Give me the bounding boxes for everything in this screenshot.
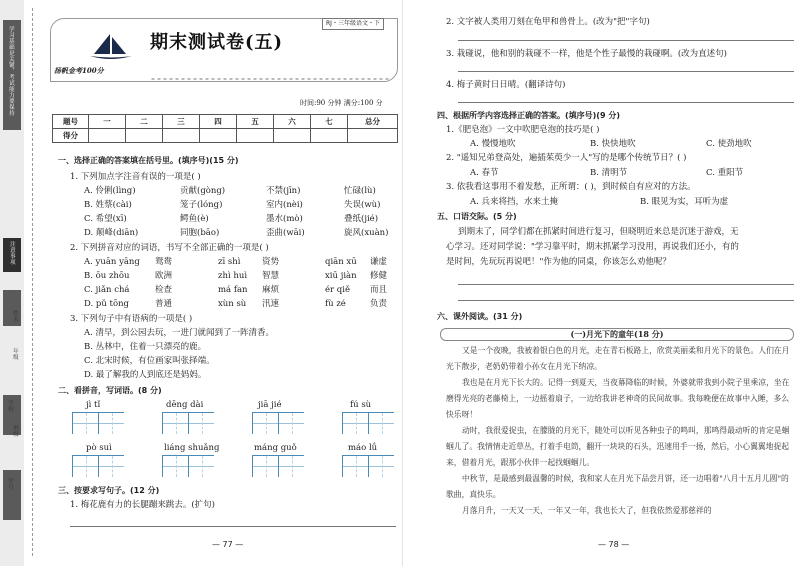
answer-line[interactable]	[458, 71, 794, 72]
score-cell[interactable]	[274, 129, 311, 143]
option-text: 资势	[262, 257, 280, 267]
story-paragraph: 月落月升，一天又一天，一年又一年，我也长大了，但我依然爱那慈祥的	[462, 506, 712, 515]
story-paragraph: 中秋节，是最感到最温馨的时候，我和家人在月光下品尝月饼，还一边唱着"八月十五月儿圆"的歌曲，真快乐。	[446, 474, 789, 499]
score-cell[interactable]	[200, 129, 237, 143]
field-class: 班级	[11, 425, 18, 437]
title-dotline	[150, 78, 390, 80]
option-text: 笼子(lóng)	[180, 200, 223, 210]
story-paragraph: 又是一个夜晚，我被着银白色的月光，走在青石板路上，欣赏美丽柔和月光下的景色。人们在月光下散步，老奶奶带着小孙女在月光下纳凉。	[446, 346, 790, 371]
option-text: 旋风(xuàn)	[344, 228, 389, 238]
option-text: D. pǔ tōng	[84, 299, 129, 309]
write-box[interactable]	[162, 455, 214, 477]
answer-line[interactable]	[458, 284, 794, 285]
option-text: 贡献(gòng)	[180, 186, 226, 196]
option-text: 麻烦	[262, 285, 280, 295]
pinyin-label: jì tǐ	[86, 400, 101, 410]
option-text: 室内(nèi)	[266, 200, 303, 210]
page-number-left: — 77 —	[212, 540, 244, 549]
pinyin-label: máo lǘ	[348, 443, 378, 453]
paragraph-line: 是时间，先玩玩再说吧！"作为他的同桌，你该怎么劝他呢？	[446, 257, 671, 267]
score-header: 总分	[348, 115, 398, 129]
option-text: B. 丛林中，住着一只漂亮的鹿。	[84, 342, 207, 352]
page-number-right: — 78 —	[598, 540, 630, 549]
option-text: qiān xū	[325, 257, 357, 267]
option-text: 同胞(bāo)	[180, 228, 220, 238]
story-paragraph: 我也是在月光下长大的。记得一到夏天，当夜幕降临的时候，外婆就带我到小院子里乘凉，坐在磨得光亮的老藤椅上，一边摇着扇子，一边给我讲老神奇的民间故事。我每晚便在故事中入睡，多么快乐呀！	[446, 378, 790, 419]
section-5-title: 五、口语交际。(5 分)	[437, 212, 517, 221]
answer-line[interactable]	[70, 526, 396, 527]
page-title: 期末测试卷(五)	[150, 32, 284, 53]
score-header: 三	[163, 115, 200, 129]
sidebar-box-label: 注意事项	[8, 241, 15, 265]
option-text: 汛速	[262, 299, 280, 309]
option-text: zī shì	[218, 257, 241, 267]
option-text: 而且	[370, 285, 388, 295]
option-text: 修健	[370, 271, 388, 281]
option-text: C. jiǎn chá	[84, 285, 130, 295]
question-4-3: 3. 依我看这事用不着发愁，正所谓：( )，到时候自有应对的方法。	[446, 182, 696, 192]
pinyin-label: jiā jié	[258, 400, 282, 410]
score-cell[interactable]	[311, 129, 348, 143]
story-paragraph: 动时，我很爱捉虫，在朦胧的月光下，随处可以听见各种虫子的鸣叫，那鸣得最动听的肯定是蝈蝈儿了。我情情走近草丛，打着手电筒，翻开一块块的石头，迅速用手一扬，然后，小心翼翼地捉起来，借着月光，跟那小伙伴一起找蝈蝈儿。	[446, 426, 790, 467]
write-box[interactable]	[252, 455, 304, 477]
option-text: A. yuān yāng	[84, 257, 140, 267]
option-text: 鳄鱼(è)	[180, 214, 209, 224]
time-score: 时间:90 分钟 满分:100 分	[300, 99, 383, 107]
question-1-1: 1. 下列加点字注音有误的一项是( )	[70, 172, 201, 182]
sidebar-notice: 学习基础是关键，考试能力要保持	[7, 26, 14, 116]
write-box[interactable]	[342, 412, 394, 434]
option-text: 普通	[155, 299, 173, 309]
score-cell[interactable]	[126, 129, 163, 143]
score-table	[52, 114, 398, 143]
option-text: A. 慢慢地吹	[470, 139, 516, 149]
option-text: 鸳鸯	[155, 257, 173, 267]
option-text: zhì huì	[218, 271, 248, 281]
option-text: B. ōu zhōu	[84, 271, 130, 281]
option-text: má fan	[218, 285, 248, 295]
write-box[interactable]	[342, 455, 394, 477]
paragraph-line: 到期末了，同学们都在抓紧时间进行复习，但晓明近来总是沉迷于游戏，无	[458, 227, 739, 237]
story-title: (一)月光下的童年(18 分)	[440, 328, 794, 341]
option-text: A. 兵来将挡，水来土掩	[470, 197, 559, 207]
option-text: 谦虚	[370, 257, 388, 267]
section-2-title: 二、看拼音，写词语。(8 分)	[58, 386, 162, 395]
field-name: 姓名	[11, 310, 18, 322]
write-box[interactable]	[72, 455, 124, 477]
score-header: 七	[311, 115, 348, 129]
score-cell[interactable]	[348, 129, 398, 143]
option-text: 墨水(mò)	[266, 214, 303, 224]
score-header-row	[53, 115, 398, 129]
option-text: 不禁(jīn)	[266, 186, 301, 196]
pinyin-label: pò suì	[86, 443, 112, 453]
option-text: fù zé	[325, 299, 346, 309]
question-3-4: 4. 梅子黄时日日晴。(翻译诗句)	[446, 80, 566, 90]
score-cell[interactable]	[237, 129, 274, 143]
option-text: C. 希望(xī)	[84, 214, 127, 224]
option-text: A. 伶俐(lìng)	[84, 186, 136, 196]
score-header: 五	[237, 115, 274, 129]
question-3-1: 1. 梅花鹿有力的长腿蹦来跳去。(扩句)	[70, 500, 215, 510]
score-row-label: 得分	[53, 129, 89, 143]
option-text: 失误(wù)	[344, 200, 381, 210]
score-header: 题号	[53, 115, 89, 129]
field-grade: 年级	[11, 348, 18, 360]
score-header: 一	[89, 115, 126, 129]
question-4-1: 1.《肥皂泡》一文中吹肥皂泡的技巧是( )	[446, 125, 600, 135]
field-number: 学号	[6, 478, 13, 490]
score-row	[53, 129, 398, 143]
section-3-title: 三、按要求写句子。(12 分)	[58, 486, 160, 495]
option-text: A. 春节	[470, 168, 499, 178]
option-text: B. 清明节	[590, 168, 628, 178]
option-text: B. 姓蔡(cài)	[84, 200, 132, 210]
option-text: 忙碌(lù)	[344, 186, 376, 196]
section-4-title: 四、根据所学内容选择正确的答案。(填序号)(9 分)	[437, 111, 620, 120]
option-text: 歪曲(wāi)	[266, 228, 305, 238]
field-school: 学校	[6, 400, 13, 412]
option-text: D. 颠峰(diān)	[84, 228, 139, 238]
question-1-3: 3. 下列句子中有语病的一项是( )	[70, 314, 193, 324]
option-text: B. 眼见为实，耳听为虚	[640, 197, 729, 207]
answer-line[interactable]	[458, 102, 794, 103]
option-text: C. 重阳节	[706, 168, 744, 178]
option-text: C. 使劲地吹	[706, 139, 752, 149]
option-text: D. 最了解我的人到底还是妈妈。	[84, 370, 207, 380]
option-text: B. 快快地吹	[590, 139, 636, 149]
score-header: 四	[200, 115, 237, 129]
score-cell[interactable]	[163, 129, 200, 143]
option-text: 叠纸(jié)	[344, 214, 379, 224]
sailboat-logo-icon	[88, 32, 134, 62]
answer-line[interactable]	[458, 40, 794, 41]
write-box[interactable]	[72, 412, 124, 434]
section-1-title: 一、选择正确的答案填在括号里。(填序号)(15 分)	[58, 156, 239, 165]
question-3-2: 2. 文字被人类用刀刻在龟甲和兽骨上。(改为"把"字句)	[446, 17, 650, 27]
score-header: 二	[126, 115, 163, 129]
write-box[interactable]	[162, 412, 214, 434]
option-text: A. 清早，到公园去玩，一进门就闻到了一阵清香。	[84, 328, 275, 338]
grade-tag: RJ・三年级语文・下	[322, 18, 384, 30]
score-header: 六	[274, 115, 311, 129]
pinyin-label: fú sù	[350, 400, 372, 410]
cut-line	[32, 8, 33, 556]
write-box[interactable]	[252, 412, 304, 434]
paragraph-line: 心学习。还对同学说："学习靠平时，期末抓紧学习没用，再说我们还小，有的	[446, 242, 739, 252]
option-text: 智慧	[262, 271, 280, 281]
option-text: 负责	[370, 299, 388, 309]
brand-label: 扬帆金考100分	[54, 66, 104, 75]
section-6-title: 六、课外阅读。(31 分)	[437, 312, 523, 321]
pinyin-label: dēng dài	[166, 400, 204, 410]
pinyin-label: máng guǒ	[254, 443, 297, 453]
option-text: xùn sù	[218, 299, 247, 309]
option-text: C. 北宋时候，有位画家叫张择端。	[84, 356, 215, 366]
score-cell[interactable]	[89, 129, 126, 143]
answer-line[interactable]	[458, 300, 794, 301]
option-text: ér qiě	[325, 285, 350, 295]
option-text: xiū jiàn	[325, 271, 357, 281]
pinyin-label: liáng shuǎng	[164, 443, 220, 453]
option-text: 欧洲	[155, 271, 173, 281]
option-text: 检查	[155, 285, 173, 295]
question-3-3: 3. 栽碰说，他和别的栽碰不一样，他是个性子最慢的栽碰啊。(改为直述句)	[446, 49, 727, 59]
question-4-2: 2. "遥知兄弟登高处，遍插茱萸少一人"写的是哪个传统节日？( )	[446, 153, 687, 163]
question-1-2: 2. 下列拼音对应的词语，书写不全部正确的一项是( )	[70, 243, 269, 253]
